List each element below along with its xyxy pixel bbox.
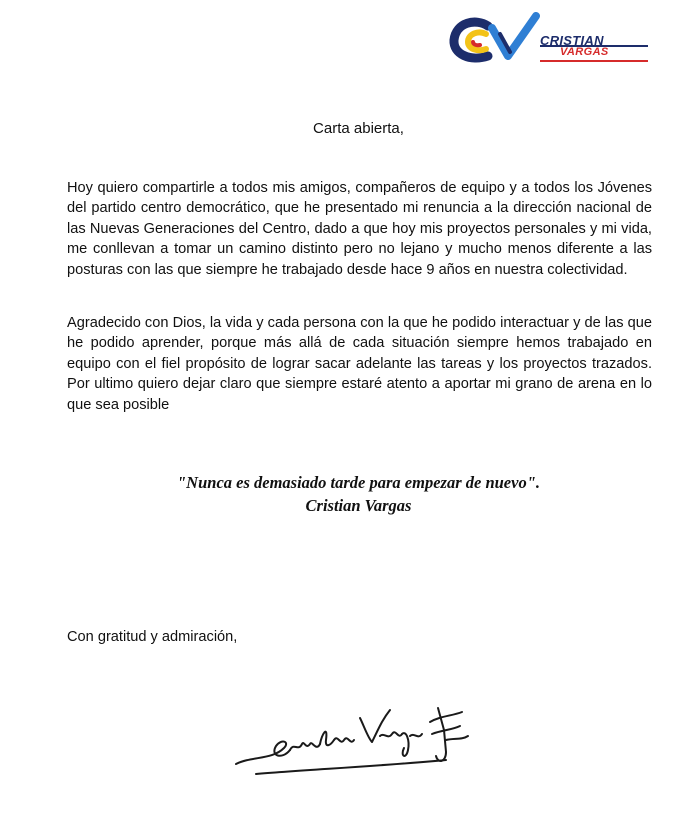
letter-closing: Con gratitud y admiración, xyxy=(67,629,238,645)
quote-author: Cristian Vargas xyxy=(305,496,412,515)
signature-icon xyxy=(232,690,482,800)
letter-paragraph-2: Agradecido con Dios, la vida y cada persona con la que he podido interactuar y de las que he podido aprender, porque más allá de cada situación siempre hemos trabajado en equipo con el fiel propósito de lograr sacar adelante las tareas y los proyectos trazados. Por ultimo quiero dejar claro que siempre estaré atento a aportar mi grano de arena en lo que sea posible xyxy=(67,315,652,413)
quote-text: "Nunca es demasiado tarde para empezar de nuevo". xyxy=(177,473,540,492)
brand-logo xyxy=(448,12,653,68)
handwritten-signature xyxy=(232,690,482,800)
letter-salutation: Carta abierta, xyxy=(313,120,404,137)
logo-surname: VARGAS xyxy=(560,46,609,58)
logo-name: CRISTIAN xyxy=(540,33,604,48)
letter-paragraph-1: Hoy quiero compartirle a todos mis amigos, compañeros de equipo y a todos los Jóvenes del partido centro democrático, que he presentado mi renuncia a la dirección nacional de las Nuevas Generaciones del Centro, dado a que hoy mis proyectos personales y mi vida, me conllevan a tomar un camino distinto pero no lejano y mucho menos diferente a las posturas con las que siempre he trabajado desde hace 9 años en nuestra colectividad. xyxy=(67,180,652,278)
